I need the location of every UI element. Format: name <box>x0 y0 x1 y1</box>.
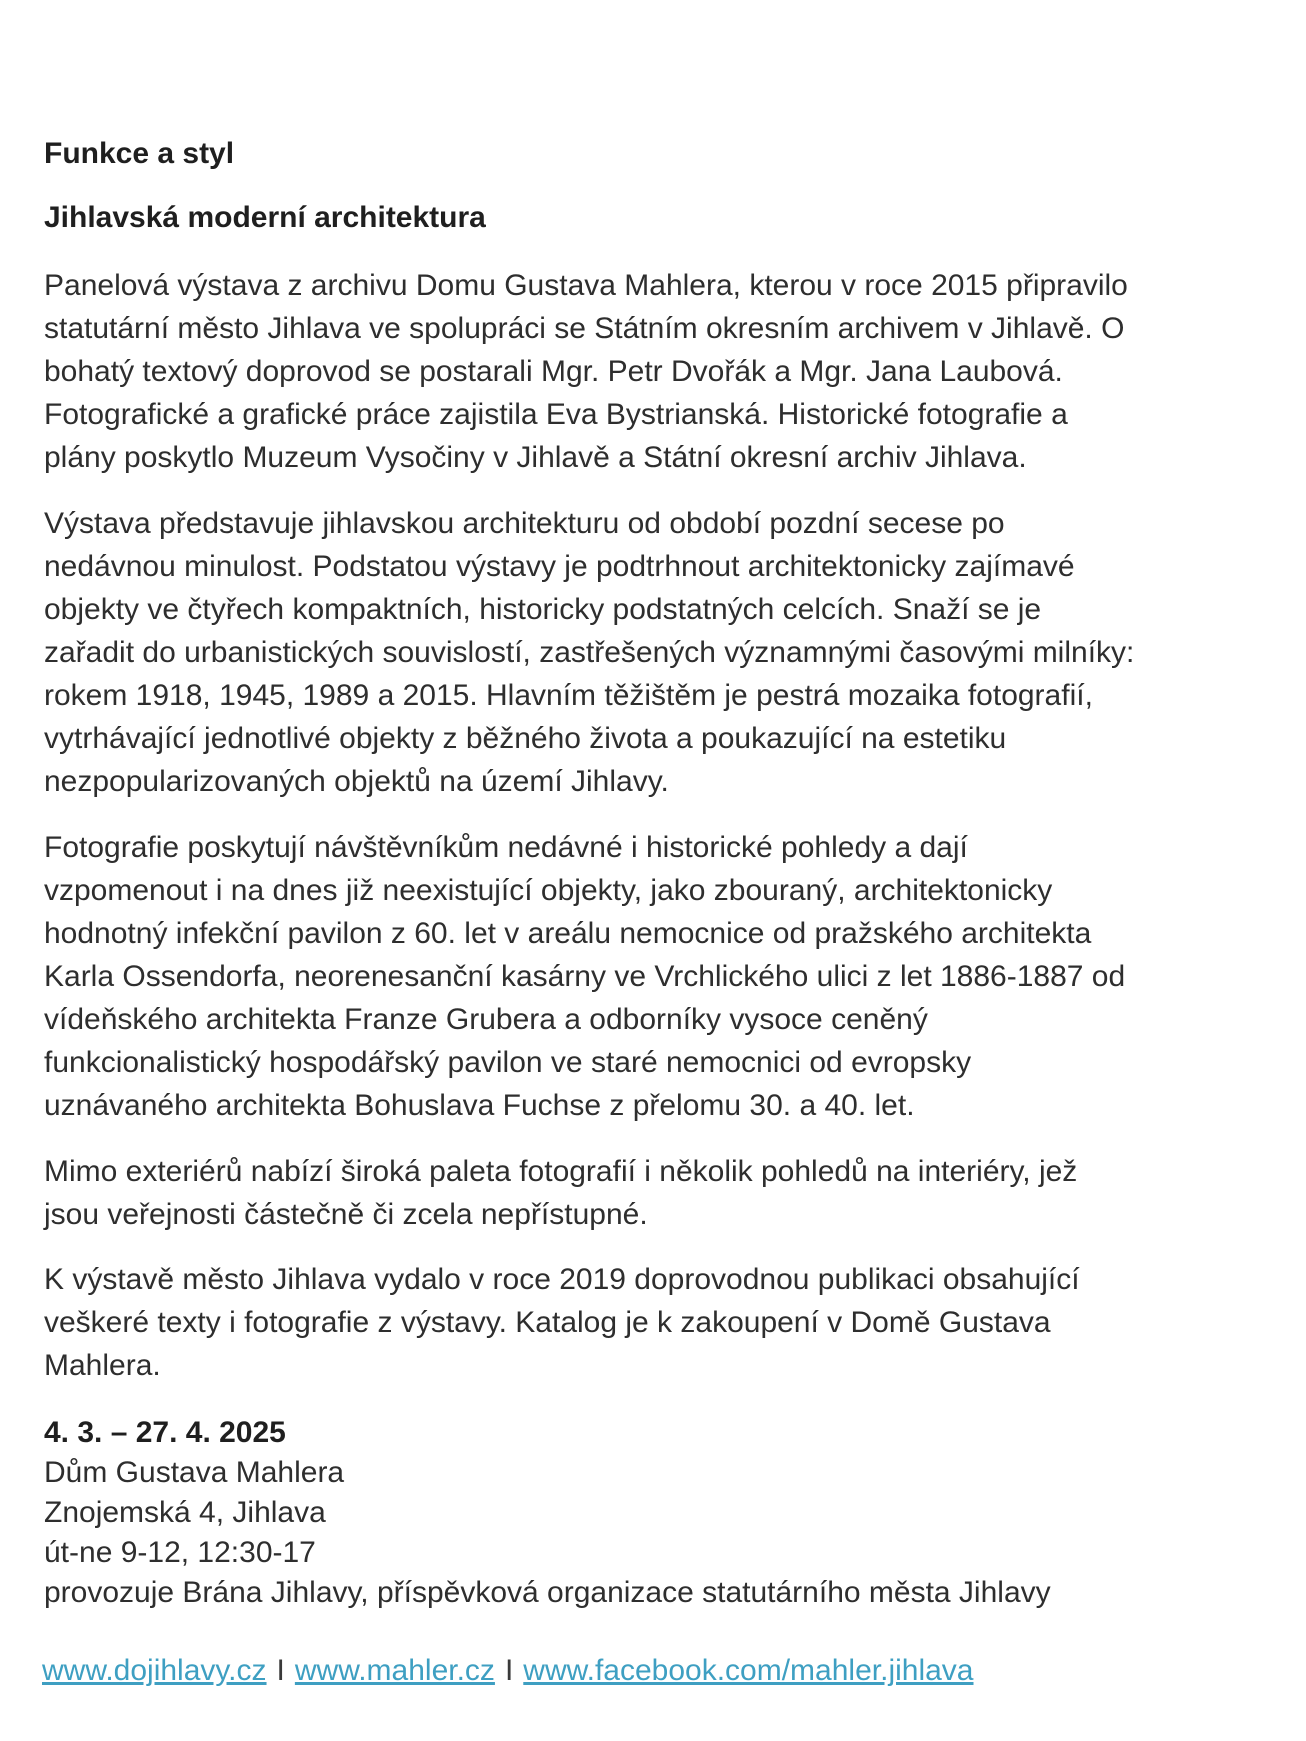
text-line: objekty ve čtyřech kompaktních, historicky podstatných celcích. Snaží se je <box>44 593 1042 626</box>
link-facebook[interactable]: www.facebook.com/mahler.jihlava <box>523 1654 974 1687</box>
text-line: funkcionalistický hospodářský pavilon ve staré nemocnici od evropsky <box>44 1046 972 1079</box>
link-separator: I <box>504 1654 514 1687</box>
paragraph-intro <box>44 264 1304 479</box>
text-line: jsou veřejnosti částečně či zcela nepřístupné. <box>44 1198 648 1231</box>
page-title: Funkce a styl <box>44 137 235 170</box>
text-line: Mahlera. <box>44 1349 161 1382</box>
paragraph-photographs <box>44 826 1304 1127</box>
text-line: veškeré texty i fotografie z výstavy. Katalog je k zakoupení v Domě Gustava <box>44 1306 1051 1339</box>
venue-address: Znojemská 4, Jihlava <box>44 1496 326 1529</box>
link-separator: I <box>276 1654 285 1687</box>
footer-links <box>42 1651 974 1691</box>
paragraph-interiors <box>44 1150 1304 1236</box>
opening-hours: út-ne 9-12, 12:30-17 <box>44 1536 316 1569</box>
text-line: zařadit do urbanistických souvislostí, zastřešených významnými časovými milníky: <box>44 636 1135 669</box>
link-mahler[interactable]: www.mahler.cz <box>294 1654 495 1687</box>
text-line: K výstavě město Jihlava vydalo v roce 2019 doprovodnou publikaci obsahující <box>44 1263 1080 1296</box>
text-line: nedávnou minulost. Podstatou výstavy je podtrhnout architektonicky zajímavé <box>44 550 1075 583</box>
link-dojihlavy[interactable]: www.dojihlavy.cz <box>42 1654 267 1687</box>
text-line: hodnotný infekční pavilon z 60. let v areálu nemocnice od pražského architekta <box>44 917 1092 950</box>
text-line: vídeňského architekta Franze Grubera a odborníky vysoce ceněný <box>44 1003 928 1036</box>
page-subtitle: Jihlavská moderní architektura <box>44 201 486 234</box>
paragraph-catalog <box>44 1258 1304 1387</box>
text-line: vytrhávající jednotlivé objekty z běžného života a poukazující na estetiku <box>44 722 1007 755</box>
text-line: uznávaného architekta Bohuslava Fuchse z přelomu 30. a 40. let. <box>44 1089 915 1122</box>
text-line: Fotografie poskytují návštěvníkům nedávné i historické pohledy a dají <box>44 831 968 864</box>
exhibition-dates: 4. 3. – 27. 4. 2025 <box>44 1416 286 1449</box>
text-line: bohatý textový doprovod se postarali Mgr. Petr Dvořák a Mgr. Jana Laubová. <box>44 355 1063 388</box>
exhibition-info <box>44 1413 1051 1613</box>
text-line: Mimo exteriérů nabízí široká paleta fotografií i několik pohledů na interiéry, jež <box>44 1155 1078 1188</box>
text-line: Panelová výstava z archivu Domu Gustava Mahlera, kterou v roce 2015 připravilo <box>44 269 1128 302</box>
operator-note: provozuje Brána Jihlavy, příspěvková organizace statutárního města Jihlavy <box>44 1576 1051 1609</box>
text-line: rokem 1918, 1945, 1989 a 2015. Hlavním těžištěm je pestrá mozaika fotografií, <box>44 679 1093 712</box>
text-line: Výstava představuje jihlavskou architekturu od období pozdní secese po <box>44 507 1005 540</box>
text-line: plány poskytlo Muzeum Vysočiny v Jihlavě a Státní okresní archiv Jihlava. <box>44 441 1027 474</box>
paragraph-exhibition <box>44 502 1304 803</box>
venue-name: Dům Gustava Mahlera <box>44 1456 345 1489</box>
text-line: vzpomenout i na dnes již neexistující objekty, jako zbouraný, architektonicky <box>44 874 1053 907</box>
text-line: Fotografické a grafické práce zajistila Eva Bystrianská. Historické fotografie a <box>44 398 1068 431</box>
text-line: nezpopularizovaných objektů na území Jihlavy. <box>44 765 669 798</box>
text-line: Karla Ossendorfa, neorenesanční kasárny ve Vrchlického ulici z let 1886-1887 od <box>44 960 1126 993</box>
text-line: statutární město Jihlava ve spolupráci se Státním okresním archivem v Jihlavě. O <box>44 312 1125 345</box>
